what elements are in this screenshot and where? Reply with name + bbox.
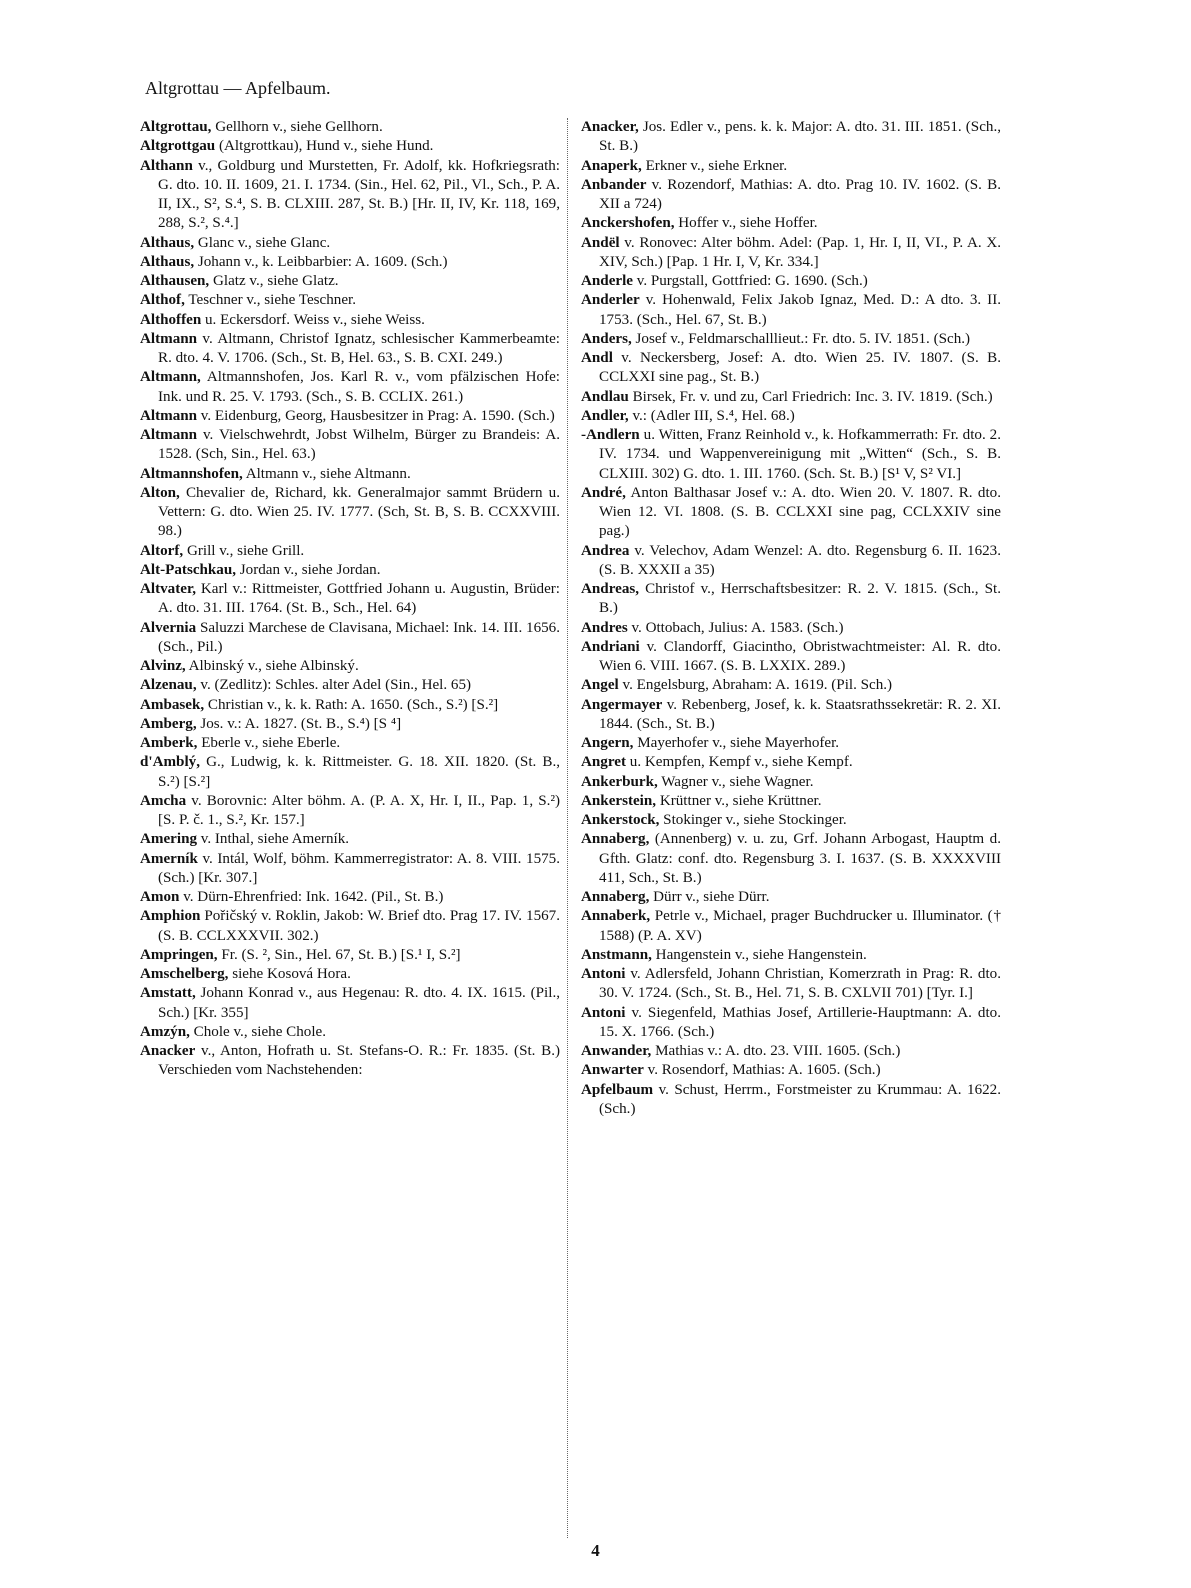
entry-headword: Anstmann,	[581, 946, 652, 963]
index-entry	[140, 984, 560, 1023]
entry-text: Stokinger v., siehe Stockinger.	[659, 812, 847, 828]
entry-headword: Amcha	[140, 792, 187, 809]
entry-headword: Althaus,	[140, 253, 195, 270]
entry-text: v. Rozendorf, Mathias: A. dto. Prag 10. IV. 1602. (S. B. XII a 724)	[599, 176, 1001, 212]
entry-headword: Anders,	[581, 330, 632, 347]
index-entry	[581, 734, 1001, 753]
index-entry	[581, 214, 1001, 233]
entry-headword: Ankerstein,	[581, 792, 657, 809]
index-entry	[581, 291, 1001, 330]
entry-headword: Andler,	[581, 407, 629, 424]
entry-text: v. Siegenfeld, Mathias Josef, Artillerie-Hauptmann: A. dto. 15. X. 1766. (Sch.)	[599, 1004, 1001, 1040]
entry-text: v. Inthal, siehe Amerník.	[197, 831, 350, 848]
entry-headword: Annaberg,	[581, 889, 650, 905]
index-entry	[140, 657, 560, 676]
left-column	[140, 118, 560, 1081]
entry-text: Josef v., Feldmarschalllieut.: Fr. dto. 5. IV. 1851. (Sch.)	[631, 330, 971, 347]
index-entry	[581, 272, 1001, 291]
index-entry	[581, 676, 1001, 695]
entry-text: Glanc v., siehe Glanc.	[194, 234, 331, 251]
entry-headword: Anderle	[581, 273, 633, 289]
entry-text: Christian v., k. k. Rath: A. 1650. (Sch., S.²) [S.²]	[204, 696, 499, 713]
entry-headword: Antoni	[581, 1004, 626, 1021]
entry-headword: Alt-Patschkau,	[140, 561, 237, 578]
entry-headword: Andël	[581, 234, 620, 251]
entry-headword: Amering	[140, 831, 198, 848]
entry-headword: Anacker,	[581, 119, 639, 135]
entry-headword: Angern,	[581, 735, 634, 751]
entry-headword: Amerník	[140, 850, 198, 867]
entry-text: v. Borovnic: Alter böhm. A. (P. A. X, Hr. I, II., Pap. 1, S.²) [S. P. č. 1., S.², Kr. 157.]	[158, 792, 560, 828]
entry-headword: Althausen,	[140, 273, 210, 289]
index-entry	[140, 465, 560, 484]
entry-text: siehe Kosová Hora.	[228, 966, 351, 982]
entry-text: Christof v., Herrschaftsbesitzer: R. 2. V. 1815. (Sch., St. B.)	[599, 581, 1001, 617]
entry-headword: Altmann	[140, 427, 198, 443]
entry-text: Fr. (S. ², Sin., Hel. 67, St. B.) [S.¹ I, S.²]	[217, 946, 461, 963]
entry-headword: Ampringen,	[140, 946, 218, 963]
index-entry	[140, 696, 560, 715]
index-entry	[581, 619, 1001, 638]
index-entry	[140, 272, 560, 291]
entry-headword: Andriani	[581, 638, 640, 655]
index-entry	[140, 676, 560, 695]
entry-text: Albinský v., siehe Albinský.	[185, 658, 359, 674]
entry-text: Mathias v.: A. dto. 23. VIII. 1605. (Sch.)	[651, 1043, 901, 1059]
index-entry	[140, 619, 560, 658]
index-entry	[140, 157, 560, 234]
entry-headword: Andreas,	[581, 581, 640, 597]
index-entry	[140, 850, 560, 889]
index-entry	[581, 1042, 1001, 1061]
entry-text: v. Ronovec: Alter böhm. Adel: (Pap. 1, Hr. I, II, VI., P. A. X. XIV, Sch.) [Pap. 1 Hr. I, V, Kr. 334.]	[599, 234, 1001, 270]
entry-headword: Altgrottau,	[140, 119, 212, 135]
index-entry	[581, 407, 1001, 426]
entry-headword: Anwander,	[581, 1043, 652, 1059]
entry-text: Eberle v., siehe Eberle.	[197, 735, 341, 751]
entry-headword: Andlau	[581, 388, 629, 405]
entry-text: (Altgrottkau), Hund v., siehe Hund.	[215, 138, 434, 155]
entry-headword: Amon	[140, 889, 180, 905]
entry-headword: Andl	[581, 350, 613, 366]
index-entry	[140, 291, 560, 310]
index-entry	[581, 484, 1001, 542]
entry-headword: Amberg,	[140, 715, 197, 732]
index-entry	[140, 907, 560, 946]
index-entry	[140, 426, 560, 465]
index-entry	[140, 118, 560, 137]
page-number: 4	[591, 1541, 600, 1560]
entry-headword: Althoffen	[140, 311, 202, 328]
index-entry	[581, 542, 1001, 581]
index-entry	[140, 888, 560, 907]
index-entry	[581, 965, 1001, 1004]
entry-text: Jos. Edler v., pens. k. k. Major: A. dto. 31. III. 1851. (Sch., St. B.)	[599, 119, 1001, 155]
entry-text: v., Goldburg und Murstetten, Fr. Adolf, kk. Hofkriegsrath: G. dto. 10. II. 1609, 21. I. 1734. (Sin., Hel. 62, Pil., Vl., Sch., P. A. II, IX., S², S.⁴, S. B. CLXIII. 287, St. B.) [Hr. II, IV, Kr. 118, 169, 288, S.², S.⁴.]	[158, 157, 560, 232]
entry-text: v. Ottobach, Julius: A. 1583. (Sch.)	[627, 619, 844, 636]
index-entry	[140, 330, 560, 369]
entry-text: Dürr v., siehe Dürr.	[649, 889, 770, 905]
index-entry	[140, 561, 560, 580]
index-entry	[140, 734, 560, 753]
entry-headword: Annaberk,	[581, 908, 651, 925]
entry-headword: Althaus,	[140, 234, 195, 251]
index-entry	[581, 888, 1001, 907]
entry-text: v. Neckersberg, Josef: A. dto. Wien 25. IV. 1807. (S. B. CCLXXI sine pag., St. B.)	[599, 350, 1001, 386]
index-entry	[140, 234, 560, 253]
entry-text: v. Clandorff, Giacintho, Obristwachtmeister: Al. R. dto. Wien 6. VIII. 1667. (S. B. LXXIX. 289.)	[599, 638, 1001, 674]
entry-headword: Anbander	[581, 176, 647, 193]
index-entry	[581, 388, 1001, 407]
entry-text: v.: (Adler III, S.⁴, Hel. 68.)	[628, 407, 795, 424]
index-entry	[140, 1042, 560, 1081]
entry-headword: Amstatt,	[140, 985, 196, 1002]
entry-text: v. Rebenberg, Josef, k. k. Staatsrathssekretär: R. 2. XI. 1844. (Sch., St. B.)	[599, 696, 1001, 732]
entry-headword: Alvernia	[140, 619, 197, 636]
entry-text: Hangenstein v., siehe Hangenstein.	[651, 946, 867, 963]
index-entry	[581, 157, 1001, 176]
entry-text: v. Intál, Wolf, böhm. Kammerregistrator: A. 8. VIII. 1575. (Sch.) [Kr. 307.]	[158, 850, 560, 886]
entry-text: Jordan v., siehe Jordan.	[236, 561, 381, 578]
entry-text: Wagner v., siehe Wagner.	[657, 773, 814, 790]
index-entry	[581, 907, 1001, 946]
entry-headword: Althann	[140, 157, 193, 174]
entry-headword: Alvinz,	[140, 658, 186, 674]
entry-text: v. Vielschwehrdt, Jobst Wilhelm, Bürger zu Brandeis: A. 1528. (Sch, Sin., Hel. 63.)	[158, 427, 560, 463]
entry-headword: Ankerstock,	[581, 812, 660, 828]
index-entry	[581, 638, 1001, 677]
index-entry	[581, 830, 1001, 888]
entry-text: Krüttner v., siehe Krüttner.	[656, 792, 822, 809]
entry-headword: Andrea	[581, 542, 630, 559]
index-entry	[140, 542, 560, 561]
entry-headword: Altvater,	[140, 581, 197, 597]
entry-text: Karl v.: Rittmeister, Gottfried Johann u. Augustin, Brüder: A. dto. 31. III. 1764. (St. B., Sch., Hel. 64)	[158, 581, 560, 617]
index-entry	[581, 811, 1001, 830]
entry-headword: d'Amblý,	[140, 754, 200, 771]
right-column	[581, 118, 1001, 1119]
entry-headword: Angermayer	[581, 696, 663, 713]
entry-text: Chole v., siehe Chole.	[189, 1023, 326, 1040]
entry-headword: Angel	[581, 677, 619, 694]
entry-text: Pořičský v. Roklin, Jakob: W. Brief dto. Prag 17. IV. 1567. (S. B. CCLXXXVII. 302.)	[158, 908, 560, 944]
entry-text: Teschner v., siehe Teschner.	[184, 292, 357, 309]
entry-headword: Ambasek,	[140, 696, 205, 713]
index-entry	[140, 484, 560, 542]
entry-headword: Altmannshofen,	[140, 465, 243, 482]
index-entry	[581, 176, 1001, 215]
index-entry	[140, 792, 560, 831]
entry-headword: Andres	[581, 619, 628, 636]
entry-text: Glatz v., siehe Glatz.	[209, 273, 339, 289]
entry-text: v. Eidenburg, Georg, Hausbesitzer in Prag: A. 1590. (Sch.)	[197, 407, 555, 424]
entry-text: v. Velechov, Adam Wenzel: A. dto. Regensburg 6. II. 1623. (S. B. XXXII a 35)	[599, 542, 1001, 578]
entry-headword: Altmann	[140, 330, 198, 347]
index-entry	[581, 234, 1001, 273]
entry-headword: Althof,	[140, 292, 185, 309]
entry-headword: Amzýn,	[140, 1023, 190, 1040]
entry-text: Hoffer v., siehe Hoffer.	[674, 215, 818, 232]
entry-headword: Ankerburk,	[581, 773, 658, 790]
index-entry	[581, 1081, 1001, 1120]
entry-headword: Alton,	[140, 484, 180, 501]
entry-headword: Anwarter	[581, 1062, 644, 1079]
entry-headword: Altgrottgau	[140, 138, 216, 155]
entry-text: v. Engelsburg, Abraham: A. 1619. (Pil. Sch.)	[618, 677, 893, 694]
entry-text: (Annenberg) v. u. zu, Grf. Johann Arbogast, Hauptm d. Gfth. Glatz: conf. dto. Regensburg 3. I. 1637. (S. B. XXXXVIII 411, Sch., St. B.)	[599, 831, 1001, 886]
entry-headword: Anckershofen,	[581, 215, 675, 232]
entry-headword: Anacker	[140, 1043, 196, 1059]
entry-text: v. Rosendorf, Mathias: A. 1605. (Sch.)	[643, 1062, 881, 1079]
index-entry	[140, 580, 560, 619]
entry-text: u. Eckersdorf. Weiss v., siehe Weiss.	[201, 311, 425, 328]
entry-text: G., Ludwig, k. k. Rittmeister. G. 18. XII. 1820. (St. B., S.²) [S.²]	[158, 754, 560, 790]
entry-text: v., Anton, Hofrath u. St. Stefans-O. R.: Fr. 1835. (St. B.) Verschieden vom Nachstehenden:	[158, 1043, 560, 1079]
entry-text: v. Adlersfeld, Johann Christian, Komerzrath in Prag: R. dto. 30. V. 1724. (Sch., St. B., Hel. 71, S. B. CXLVII 701) [Tyr. I.]	[599, 966, 1001, 1002]
entry-headword: -Andlern	[581, 427, 640, 443]
entry-headword: Amberk,	[140, 735, 198, 751]
index-entry	[581, 1061, 1001, 1080]
column-divider	[567, 118, 568, 1538]
entry-headword: Alzenau,	[140, 677, 197, 694]
index-entry	[581, 1004, 1001, 1043]
index-entry	[140, 965, 560, 984]
entry-text: v. Dürn-Ehrenfried: Ink. 1642. (Pil., St. B.)	[179, 889, 444, 905]
entry-text: Jos. v.: A. 1827. (St. B., S.⁴) [S ⁴]	[196, 715, 402, 732]
entry-headword: André,	[581, 484, 626, 501]
entry-text: Erkner v., siehe Erkner.	[641, 157, 788, 174]
entry-headword: Anderler	[581, 292, 640, 309]
index-entry	[581, 696, 1001, 735]
index-entry	[140, 830, 560, 849]
entry-text: Birsek, Fr. v. und zu, Carl Friedrich: Inc. 3. IV. 1819. (Sch.)	[628, 388, 993, 405]
index-entry	[581, 773, 1001, 792]
entry-headword: Apfelbaum	[581, 1081, 654, 1098]
entry-headword: Annaberg,	[581, 831, 650, 848]
entry-text: Altmannshofen, Jos. Karl R. v., vom pfälzischen Hofe: Ink. und R. 25. V. 1793. (Sch., S. B. CCLIX. 261.)	[158, 369, 560, 405]
entry-text: Johann Konrad v., aus Hegenau: R. dto. 4. IX. 1615. (Pil., Sch.) [Kr. 355]	[158, 985, 560, 1021]
entry-headword: Amschelberg,	[140, 966, 229, 982]
index-entry	[140, 753, 560, 792]
running-head: Altgrottau — Apfelbaum.	[145, 78, 331, 98]
entry-text: Chevalier de, Richard, kk. Generalmajor sammt Brüdern u. Vettern: G. dto. Wien 25. IV. 1777. (Sch, St. B, S. B. CCXXVIII. 98.)	[158, 484, 560, 540]
entry-text: u. Witten, Franz Reinhold v., k. Hofkammerrath: Fr. dto. 2. IV. 1734. und Wappenvereinigung mit „Witten“ (Sch., S. B. CLXIII. 302) G. dto. 1. III. 1760. (Sch. St. B.) [S¹ V, S² VI.]	[599, 427, 1001, 482]
entry-headword: Antoni	[581, 966, 626, 982]
index-entry	[140, 311, 560, 330]
entry-text: v. Hohenwald, Felix Jakob Ignaz, Med. D.: A dto. 3. II. 1753. (Sch., Hel. 67, St. B.)	[599, 292, 1001, 328]
index-entry	[581, 330, 1001, 349]
index-entry	[140, 1023, 560, 1042]
entry-text: u. Kempfen, Kempf v., siehe Kempf.	[626, 754, 853, 771]
entry-headword: Altorf,	[140, 542, 184, 559]
index-entry	[581, 946, 1001, 965]
index-entry	[140, 407, 560, 426]
entry-text: Anton Balthasar Josef v.: A. dto. Wien 20. V. 1807. R. dto. Wien 12. VI. 1808. (S. B. CCLXXI sine pag, CCLXXIV sine pag.)	[599, 484, 1001, 540]
entry-text: Gellhorn v., siehe Gellhorn.	[211, 119, 383, 135]
index-entry	[581, 118, 1001, 157]
entry-text: Johann v., k. Leibbarbier: A. 1609. (Sch.)	[194, 253, 448, 270]
entry-headword: Altmann	[140, 407, 198, 424]
index-entry	[581, 753, 1001, 772]
entry-text: Saluzzi Marchese de Clavisana, Michael: Ink. 14. III. 1656. (Sch., Pil.)	[158, 619, 560, 655]
index-entry	[581, 792, 1001, 811]
entry-headword: Amphion	[140, 908, 201, 925]
entry-headword: Anaperk,	[581, 157, 642, 174]
index-entry	[140, 715, 560, 734]
entry-text: v. Purgstall, Gottfried: G. 1690. (Sch.)	[632, 273, 868, 289]
entry-text: v. Schust, Herrm., Forstmeister zu Krummau: A. 1622. (Sch.)	[599, 1081, 1001, 1117]
index-entry	[140, 137, 560, 156]
entry-text: v. Altmann, Christof Ignatz, schlesischer Kammerbeamte: R. dto. 4. V. 1706. (Sch., St. B, Hel. 63., S. B. CXI. 249.)	[158, 330, 560, 366]
index-entry	[140, 368, 560, 407]
index-entry	[581, 426, 1001, 484]
index-entry	[581, 580, 1001, 619]
entry-headword: Altmann,	[140, 369, 201, 386]
entry-text: Altmann v., siehe Altmann.	[242, 465, 411, 482]
entry-text: Grill v., siehe Grill.	[183, 542, 305, 559]
entry-text: Petrle v., Michael, prager Buchdrucker u. Illuminator. († 1588) (P. A. XV)	[599, 908, 1001, 944]
entry-text: v. (Zedlitz): Schles. alter Adel (Sin., Hel. 65)	[196, 677, 472, 694]
index-entry	[140, 946, 560, 965]
index-entry	[581, 349, 1001, 388]
index-entry	[140, 253, 560, 272]
entry-headword: Angret	[581, 754, 626, 771]
entry-text: Mayerhofer v., siehe Mayerhofer.	[633, 735, 840, 751]
